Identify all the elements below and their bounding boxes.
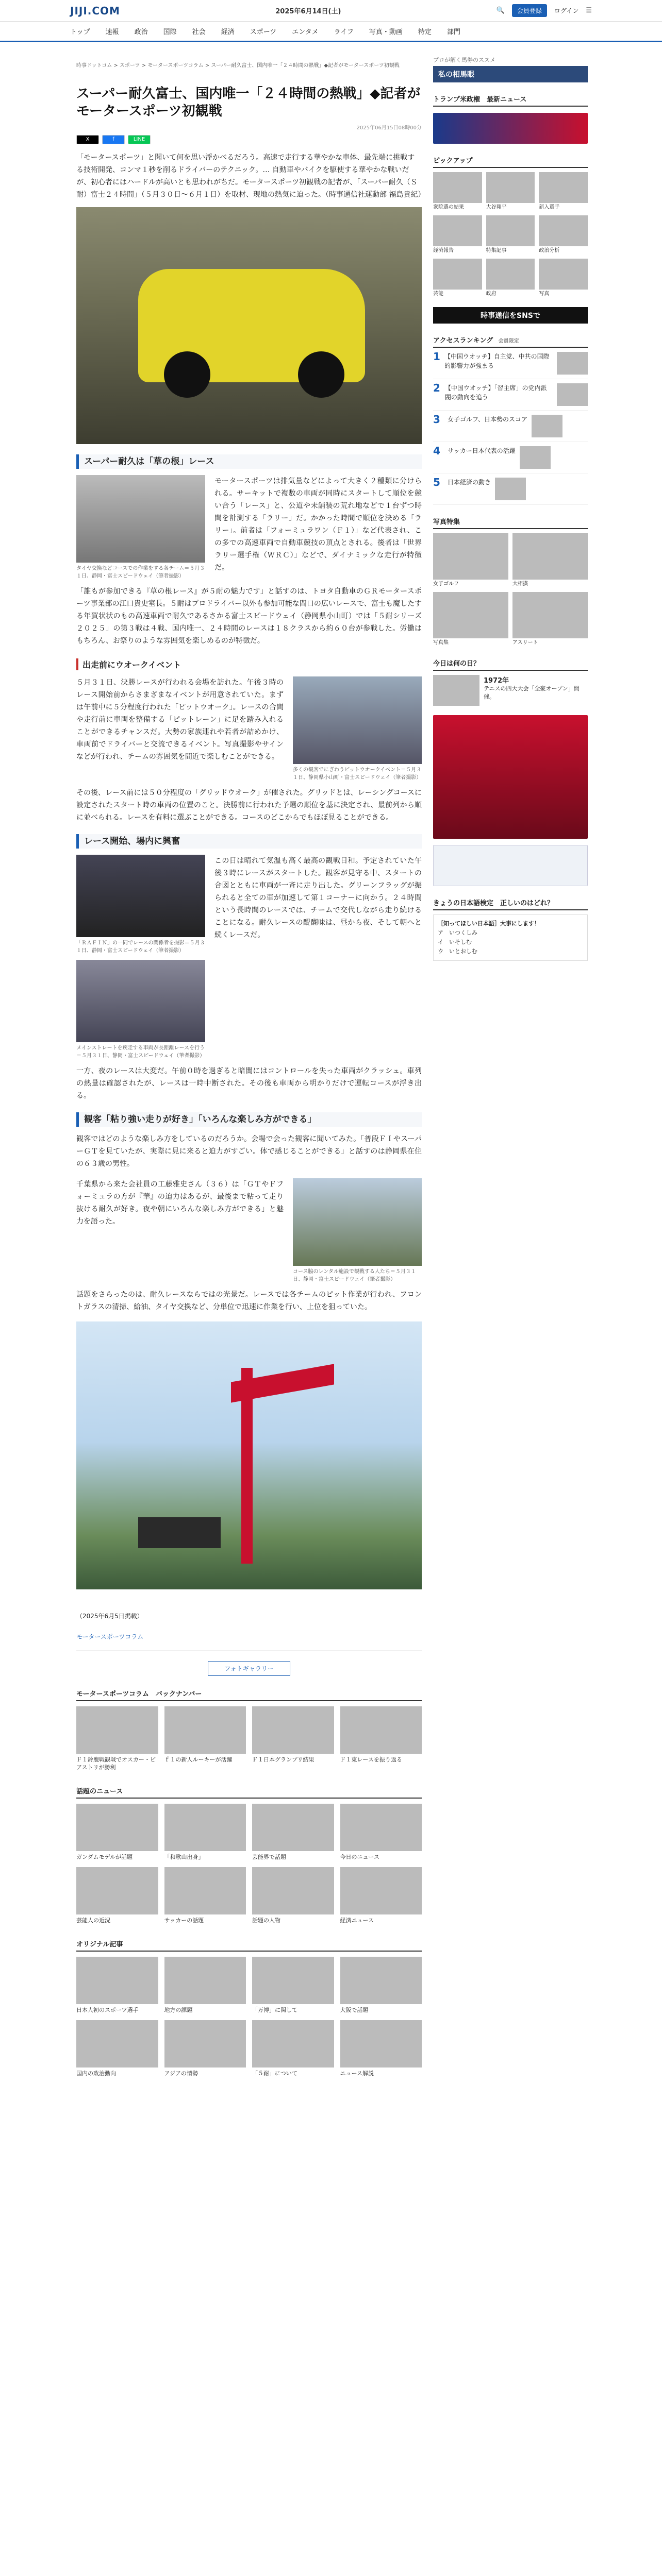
paragraph: 千葉県から来た会社員の工藤雅史さん（３６）は「ＧＴやＦフォーミュラの方が『華』の迫力はあるが、最後まで粘って走り抜ける耐久が好き。夜や朝にいろんな楽しみ方ができる」と魅力を語った。	[76, 1180, 284, 1226]
photo-gallery-button[interactable]: フォトギャラリー	[208, 1661, 290, 1676]
thumbnail	[252, 1706, 334, 1754]
photo-caption: 多くの観客でにぎわうピットウオークイベント＝５月３１日、静岡県小山町・富士スピードウェイ（筆者撮影）	[293, 767, 422, 781]
team-photo[interactable]	[76, 855, 205, 937]
thumbnail	[433, 533, 508, 580]
list-item[interactable]	[164, 2020, 246, 2077]
ranking-list	[433, 348, 588, 505]
quiz-title: きょうの日本語検定 正しいのはどれ？	[433, 895, 588, 910]
subheading: 出走前にウオークイベント	[76, 658, 422, 670]
list-item[interactable]	[164, 1957, 246, 2014]
quiz-question: ［知ってほしい日本語］大事にします！	[438, 920, 540, 927]
rank-number: 2	[433, 382, 440, 394]
pickup-item[interactable]	[486, 259, 535, 298]
photo-caption: メインストレートを疾走する車両が長距離レースを行う＝５月３１日、静岡・富士スピードウェイ（筆者撮影）	[76, 1045, 205, 1059]
thumbnail	[433, 675, 479, 706]
item-title: 特集記事	[486, 248, 507, 253]
ranking-item[interactable]	[433, 348, 588, 379]
register-button[interactable]: 会員登録	[512, 4, 547, 17]
thumbnail	[340, 2020, 422, 2067]
pickup-item[interactable]	[486, 172, 535, 211]
list-item[interactable]	[164, 1804, 246, 1861]
item-title: 衆院選の結果	[433, 205, 464, 210]
article-lead: 「モータースポーツ」と聞いて何を思い浮かべるだろう。高速で走行する華やかな車体、最先端に挑戦する技術開発、コンマ１秒を削るドライバーのテクニック。… 自動車やバイクを駆使する華やかな戦いだが、初心者にはハードルが高いとも思われがちだ。モータースポーツ初観戦の記者が、「スーパー耐久（Ｓ耐）富士２４時間」（５月３０日～６月１日）を取材、現地の熱気に迫った。（時事通信社運動部 福島貴紀）	[76, 154, 425, 199]
list-item[interactable]	[76, 1957, 158, 2014]
item-title: 芸能界で話題	[252, 1854, 286, 1860]
today-year: 1972年	[484, 677, 509, 685]
topics-title: 話題のニュース	[76, 1784, 422, 1799]
list-item[interactable]	[164, 1706, 246, 1771]
item-title: 芸能人の近況	[76, 1917, 110, 1924]
paragraph: モータースポーツは排気量などによって大きく２種類に分けられる。サーキットで複数の車両が同時にスタートして順位を競い合う「レース」と、公道や未舗装の荒れ地などで１台ずつ時間を計測する「ラリー」だ。かかった時間で順位を決める「ラリー」。前者は「フォーミュラワン（Ｆ１）」など代表され、この多での高速車両で自動車競技の頂点とされる。後者は「世界ラリー選手権（ＷＲＣ）」などで、ダイナミックな走行が特徴だ。	[214, 477, 422, 572]
nav-item[interactable]: トップ	[70, 28, 90, 36]
item-title: 大谷翔平	[486, 205, 507, 210]
section-heading: 観客「粘り強い走りが好き」「いろんな楽しみ方ができる」	[76, 1112, 422, 1127]
item-title: 日本人初のスポーツ選手	[76, 2007, 139, 2013]
item-title: 写真集	[433, 640, 449, 646]
ranking-sub: 会員限定	[498, 338, 519, 344]
list-item[interactable]	[76, 1804, 158, 1861]
item-title: 経済報告	[433, 248, 454, 253]
nav-item[interactable]: エンタメ	[292, 28, 319, 36]
sns-banner[interactable]: 時事通信をSNSで	[433, 307, 588, 324]
thumbnail	[164, 1804, 246, 1851]
top-bar	[0, 0, 662, 22]
list-item[interactable]	[76, 1867, 158, 1924]
item-title: Ｆ１鈴鹿戦観戦でオスカー・ピアストリが勝利	[76, 1756, 156, 1771]
quiz-option[interactable]: ウ いとおしむ	[438, 948, 477, 955]
list-item[interactable]	[340, 2020, 422, 2077]
main-nav	[0, 22, 662, 42]
wheel-icon	[164, 351, 210, 398]
paragraph: この日は晴れて気温も高く最高の観戦日和。予定されていた午後３時にレースがスタートした。観客が見守る中、スタートの合図とともに車両が一斉に走り出した。グリーンフラッグが振られると全ての車が加速して第１コーナーに向かう。２４時間という長時間のレースでは、チームで交代しながら走り続けることになる。耐久レースの醍醐味は、昼から夜、そして朝へと続くレースだ。	[214, 857, 422, 939]
thumbnail	[539, 172, 588, 203]
thumbnail	[76, 2020, 158, 2067]
share-x-button[interactable]: X	[76, 135, 99, 144]
photo-feature-title: 写真特集	[433, 514, 588, 529]
thumbnail	[340, 1867, 422, 1914]
pickup-item[interactable]	[486, 215, 535, 255]
thumbnail	[252, 1804, 334, 1851]
thumbnail	[164, 1706, 246, 1754]
login-button[interactable]: ログイン	[554, 7, 579, 14]
thumbnail	[532, 415, 562, 437]
thumbnail	[539, 259, 588, 290]
account-area	[496, 4, 592, 17]
item-title: 国内の政治動向	[76, 2070, 116, 2077]
today-title: 今日は何の日？	[433, 656, 588, 671]
tower-photo[interactable]	[76, 1321, 422, 1589]
item-title: ガンダムモデルが話題	[76, 1854, 133, 1860]
item-title: アスリート	[512, 640, 538, 646]
economist-banner[interactable]	[433, 845, 588, 886]
nav-item[interactable]: 速報	[105, 28, 119, 36]
nav-item[interactable]: 写真・動画	[369, 28, 403, 36]
main-photo[interactable]	[76, 207, 422, 444]
breadcrumb[interactable]: 時事ドットコム > スポーツ > モータースポーツコラム > スーパー耐久富士、国内唯一「２４時間の熱戦」◆記者がモータースポーツ初観戦	[76, 63, 400, 69]
ranking-text: 【中国ウオッチ】「習主席」の党内派閥の動向を追う	[444, 384, 547, 401]
quiz-option[interactable]: イ いそしむ	[438, 939, 472, 945]
nav-item[interactable]: 政治	[134, 28, 148, 36]
today-box[interactable]	[433, 675, 588, 706]
pickup-grid	[433, 172, 588, 298]
thumbnail	[557, 383, 588, 406]
thumbnail	[340, 1706, 422, 1754]
thumbnail	[76, 1706, 158, 1754]
thumbnail	[486, 215, 535, 246]
pickup-title: ピックアップ	[433, 153, 588, 168]
item-title: 地方の課題	[164, 2007, 193, 2013]
thumbnail	[164, 2020, 246, 2067]
list-item[interactable]	[340, 1804, 422, 1861]
thumbnail	[433, 172, 482, 203]
list-item[interactable]	[252, 2020, 334, 2077]
pickup-item[interactable]	[539, 259, 588, 298]
thumbnail	[433, 259, 482, 290]
thumbnail	[557, 352, 588, 375]
item-title: Ｆ１東レースを振り返る	[340, 1756, 402, 1763]
figure	[76, 855, 205, 1060]
original-title: オリジナル記事	[76, 1937, 422, 1952]
photo-item[interactable]	[433, 592, 508, 647]
thumbnail	[164, 1867, 246, 1914]
item-title: 今日のニュース	[340, 1854, 379, 1860]
figure	[76, 475, 205, 580]
backnumber-title: モータースポーツコラム バックナンバー	[76, 1686, 422, 1701]
paragraph: 「誰もが参加できる『草の根レース』が５耐の魅力です」と話すのは、トヨタ自動車のＧＲモータースポーツ事業部の江口貴史室長。５耐はプロドライバー以外も参加可能な間口の広いレースで、富士も魔したする年賀状状のもの高速車両で耐久であるさかる富士スピードウェイ（静岡県小山町）では「５耐シリーズ２０２５」の第３戦は４戦、国内唯一、２４時間のレースは１８クラスから約６０台が参戦した。労働はもちろん、お祭りのような雰囲気を楽しめるのが特徴だ。	[76, 587, 422, 645]
thumbnail	[512, 533, 588, 580]
pickup-item[interactable]	[433, 215, 482, 255]
pr-title[interactable]: 私の相馬眼	[433, 66, 588, 82]
photo-item[interactable]	[512, 533, 588, 588]
quiz-option[interactable]: ア いつくしみ	[438, 929, 477, 936]
trump-banner[interactable]	[433, 113, 588, 144]
share-facebook-button[interactable]: f	[102, 135, 125, 144]
thumbnail	[539, 215, 588, 246]
list-item[interactable]	[252, 1957, 334, 2014]
publish-date: （2025年6月5日掲載）	[76, 1613, 143, 1620]
list-item[interactable]	[76, 2020, 158, 2077]
crowd-photo[interactable]	[293, 676, 422, 764]
quiz-box	[433, 914, 588, 961]
pickup-item[interactable]	[539, 172, 588, 211]
photo-item[interactable]	[512, 592, 588, 647]
list-item[interactable]	[164, 1867, 246, 1924]
item-title: アジアの情勢	[164, 2070, 198, 2077]
menu-icon[interactable]: ☰	[586, 7, 592, 14]
figure	[293, 1178, 422, 1283]
sidebar	[433, 52, 588, 961]
photo-caption: コース脇のレンタル施設で観戦する人たち＝５月３１日、静岡・富士スピードウェイ（筆者撮影）	[293, 1269, 416, 1282]
thumbnail	[76, 1867, 158, 1914]
paragraph: 話題をさらったのは、耐久レースならではの光景だ。レースでは各チームのピット作業が行われ、フロントガラスの清掃、給油、タイヤ交換など、分単位で迅速に作業を行い、上位を狙っていた。	[76, 1291, 422, 1311]
share-buttons	[76, 135, 422, 144]
paragraph: 観客ではどのような楽しみ方をしているのだろうか。会場で会った観客に聞いてみた。「普段ＦＩやスーパーＧＴを見ていたが、実際に見に来ると迫力がすごい。体で感じることができる」と話すのは静岡県在住の６３歳の男性。	[76, 1135, 422, 1168]
share-line-button[interactable]: LINE	[128, 135, 151, 144]
topics-grid	[76, 1804, 422, 1924]
item-title: 経済ニュース	[340, 1917, 374, 1924]
ad-banner[interactable]	[433, 715, 588, 839]
item-title: ニュース解説	[340, 2070, 374, 2077]
section-heading: レース開始、場内に興奮	[76, 834, 422, 849]
ranking-item[interactable]	[433, 379, 588, 411]
paragraph: ５月３１日、決勝レースが行われる会場を訪れた。午後３時のレース開始前からさまざまなイベントが用意されていた。まずは午前中に５分程度行われた「ピットウオーク」。レースの合間や走行前に車両を整備する「ピットレーン」に足を踏み入れることができるチャンスだ。大勢の家族連れや若者が詰めかけ、車両前でドライバーと交流できるイベント。写真撮影やサインなどが行われ、チームの雰囲気を間近で楽しむことができる。	[76, 679, 284, 761]
thumbnail	[164, 1957, 246, 2004]
ranking-item[interactable]	[433, 473, 588, 505]
ranking-item[interactable]	[433, 411, 588, 442]
pickup-item[interactable]	[433, 172, 482, 211]
thumbnail	[433, 215, 482, 246]
photo-item[interactable]	[433, 533, 508, 588]
paragraph: 一方、夜のレースは大変だ。午前０時を過ぎると暗闇にはコントロールを失った車両がクラッシュ。車列の熱量は確認されたが、レースは一時中断された。その後も車両から明かりだけで運転コースが浮き出る。	[76, 1067, 422, 1100]
nav-item[interactable]: 経済	[221, 28, 235, 36]
item-title: 新入選手	[539, 205, 560, 210]
thumbnail	[252, 1867, 334, 1914]
ranking-item[interactable]	[433, 442, 588, 473]
list-item[interactable]	[340, 1957, 422, 2014]
item-title: 大相撲	[512, 581, 528, 587]
thumbnail	[520, 446, 551, 469]
item-title: 話題の人物	[252, 1917, 280, 1924]
list-item[interactable]	[252, 1867, 334, 1924]
item-title: 芸能	[433, 291, 443, 297]
original-grid	[76, 1957, 422, 2077]
list-item[interactable]	[340, 1706, 422, 1771]
thumbnail	[486, 259, 535, 290]
item-title: 女子ゴルフ	[433, 581, 459, 587]
list-item[interactable]	[252, 1804, 334, 1861]
nav-item[interactable]: ライフ	[334, 28, 354, 36]
item-title: 政治分析	[539, 248, 560, 253]
item-title: 大阪で話題	[340, 2007, 369, 2013]
thumbnail	[252, 2020, 334, 2067]
thumbnail	[512, 592, 588, 638]
today-text: テニスの四大大会「全豪オープン」開催。	[484, 685, 580, 700]
article-date: 2025年06月15日08時00分	[356, 125, 422, 131]
item-title: Ｆ１日本グランプリ結果	[252, 1756, 315, 1763]
item-title: 「５耐」について	[252, 2070, 297, 2077]
rank-number: 4	[433, 445, 440, 457]
article-column	[76, 62, 425, 2077]
article-title: スーパー耐久富士、国内唯一「２４時間の熱戦」◆記者がモータースポーツ初観戦	[76, 86, 421, 119]
nav-item[interactable]: スポーツ	[250, 28, 277, 36]
pr-label: プロが解く馬券のススメ	[433, 57, 495, 63]
paragraph: その後、レース前には５０分程度の「グリッドウオーク」が催された。グリッドとは、レーシングコースに設定されたスタート時の車両の位置のこと。決勝前に行われた予選の順位を基に決定され、最前列から順に並べられる。レースを有料に選ぶことができる。コースのどこからでもほぼ見ることができる。	[76, 789, 422, 822]
wheel-icon	[298, 351, 344, 398]
ranking-text: 女子ゴルフ、日本勢のスコア	[448, 416, 528, 423]
item-title: 「万博」に関して	[252, 2007, 297, 2013]
pickup-item[interactable]	[539, 215, 588, 255]
nav-item[interactable]: 部門	[446, 28, 460, 36]
trump-title[interactable]: トランプ米政権 最新ニュース	[433, 92, 588, 107]
thumbnail	[340, 1957, 422, 2004]
column-link[interactable]: モータースポーツコラム	[76, 1631, 422, 1651]
pit-photo[interactable]	[76, 475, 205, 563]
photo-caption: タイヤ交換などコースでの作業をする各チーム＝５月３１日、静岡・富士スピードウェイ（筆者撮影）	[76, 566, 205, 579]
search-icon[interactable]: 🔍	[496, 7, 505, 14]
figure	[293, 676, 422, 782]
nav-item[interactable]: 社会	[192, 28, 206, 36]
item-title: 「和歌山出身」	[164, 1854, 204, 1860]
thumbnail	[495, 478, 526, 500]
item-title: 写真	[539, 291, 550, 297]
ranking-text: 【中国ウオッチ】自主党、中共の国際的影響力が強まる	[444, 353, 550, 369]
ranking-text: サッカー日本代表の活躍	[448, 447, 516, 454]
ranking-heading: アクセスランキング	[433, 337, 493, 345]
thumbnail	[252, 1957, 334, 2004]
photo-caption: 「ＲＡＦＩＮ」の一同でレースの関係者を撮影＝５月３１日、静岡・富士スピードウェイ（筆者撮影）	[76, 940, 205, 954]
list-item[interactable]	[76, 1706, 158, 1771]
thumbnail	[433, 592, 508, 638]
item-title: ｆ１の新人ルーキーが活躍	[164, 1756, 233, 1763]
thumbnail	[486, 172, 535, 203]
item-title: サッカーの話題	[164, 1917, 204, 1924]
thumbnail	[76, 1804, 158, 1851]
list-item[interactable]	[252, 1706, 334, 1771]
nav-item[interactable]: 特定	[418, 28, 432, 36]
rank-number: 3	[433, 413, 440, 426]
nav-item[interactable]: 国際	[163, 28, 177, 36]
thumbnail	[76, 1957, 158, 2004]
straight-photo[interactable]	[76, 960, 205, 1042]
rank-number: 1	[433, 350, 440, 363]
thumbnail	[340, 1804, 422, 1851]
ranking-title	[433, 333, 588, 348]
item-title: 政府	[486, 291, 496, 297]
rank-number: 5	[433, 476, 440, 488]
section-heading: スーパー耐久は「草の根」レース	[76, 454, 422, 469]
photo-feature-grid	[433, 533, 588, 647]
spectator-photo[interactable]	[293, 1178, 422, 1266]
pickup-item[interactable]	[433, 259, 482, 298]
current-date: 2025年6月14日(土)	[275, 8, 341, 15]
list-item[interactable]	[340, 1867, 422, 1924]
ranking-text: 日本経済の動き	[448, 479, 491, 486]
site-logo[interactable]: JIJI.COM	[70, 4, 120, 17]
backnumber-grid	[76, 1706, 422, 1771]
gate-banner	[138, 1517, 221, 1548]
